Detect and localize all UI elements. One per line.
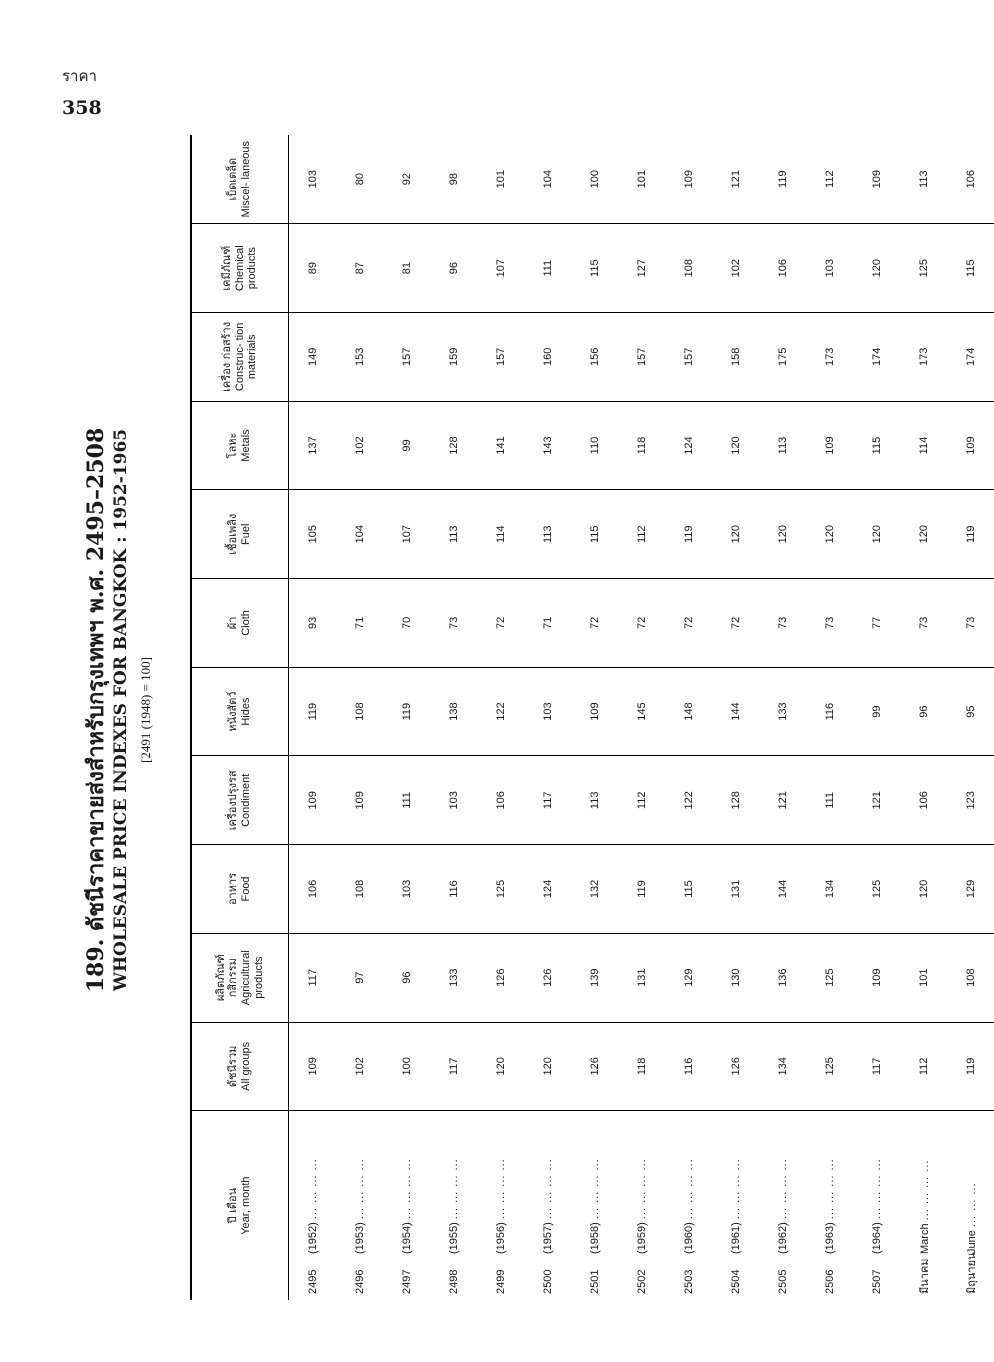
row-label: [712, 1111, 759, 1300]
table-cell: 129: [947, 845, 994, 934]
column-header-thai: เบ็ดเตล็ด: [226, 157, 240, 201]
table-body: [289, 135, 994, 1300]
table-cell: 141: [477, 401, 524, 490]
table-cell: 109: [947, 401, 994, 490]
row-label: [618, 1111, 665, 1300]
table-cell: 81: [383, 224, 430, 313]
column-header-english: Construc- tion materials: [233, 322, 259, 392]
table-row: [665, 135, 712, 1300]
table-cell: 112: [618, 490, 665, 579]
table-cell: 133: [759, 667, 806, 756]
table-cell: 116: [806, 667, 853, 756]
table-cell: 102: [336, 1022, 383, 1111]
table-header-row: [191, 135, 289, 1300]
table-cell: 71: [336, 579, 383, 668]
table-cell: 139: [571, 933, 618, 1022]
row-year-label: (1955): [447, 1222, 460, 1254]
column-header-thai: เชื้อเพลิง: [226, 513, 240, 555]
row-year-be: 2504: [729, 1269, 742, 1294]
table-cell: 105: [289, 490, 337, 579]
column-header: [191, 313, 289, 402]
table-cell: 173: [900, 313, 947, 402]
table-cell: 115: [665, 845, 712, 934]
table-cell: 101: [477, 135, 524, 224]
table-cell: 107: [383, 490, 430, 579]
table-cell: 99: [853, 667, 900, 756]
row-year-label: (1953): [353, 1222, 366, 1254]
table-cell: 109: [806, 401, 853, 490]
row-label: [336, 1111, 383, 1300]
column-header-english: Fuel: [240, 523, 252, 545]
row-year-label: (1958): [588, 1222, 601, 1254]
row-label: [665, 1111, 712, 1300]
table-cell: 115: [571, 224, 618, 313]
table-cell: 148: [665, 667, 712, 756]
table-cell: 73: [759, 579, 806, 668]
column-header-english: Miscel- laneous: [240, 140, 252, 218]
table-cell: 108: [665, 224, 712, 313]
table-cell: 153: [336, 313, 383, 402]
table-cell: 106: [759, 224, 806, 313]
table-cell: 123: [947, 756, 994, 845]
table-cell: 113: [759, 401, 806, 490]
table-cell: 120: [524, 1022, 571, 1111]
table-cell: 119: [289, 667, 337, 756]
column-header-thai: โลหะ: [226, 432, 240, 459]
page-label: ราคา: [62, 67, 97, 85]
table-cell: 95: [947, 667, 994, 756]
leader-dots: ... ... ... ...: [400, 1158, 413, 1220]
table-row: [759, 135, 806, 1300]
table-cell: 72: [712, 579, 759, 668]
table-cell: 96: [900, 667, 947, 756]
table-cell: 144: [712, 667, 759, 756]
table-cell: 157: [383, 313, 430, 402]
column-header-english: Cloth: [240, 610, 252, 636]
row-year-be: 2496: [353, 1269, 366, 1294]
column-header-english: Hides: [240, 697, 252, 726]
table-title-english: WHOLESALE PRICE INDEXES FOR BANGKOK : 1952-1965: [111, 428, 131, 992]
table-cell: 125: [806, 933, 853, 1022]
table-cell: 175: [759, 313, 806, 402]
row-label: [289, 1111, 337, 1300]
table-cell: 106: [947, 135, 994, 224]
leader-dots: ... ... ... ...: [918, 1159, 931, 1221]
leader-dots: ... ... ... ...: [823, 1158, 836, 1220]
table-cell: 87: [336, 224, 383, 313]
row-year-label: (1964): [870, 1222, 883, 1254]
row-year-be: 2503: [682, 1269, 695, 1294]
column-header-thai: เครื่องปรุงรส: [226, 770, 240, 831]
table-cell: 120: [900, 490, 947, 579]
row-year-be: 2495: [306, 1269, 319, 1294]
table-cell: 96: [383, 933, 430, 1022]
table-row: [383, 135, 430, 1300]
table-cell: 72: [477, 579, 524, 668]
table-cell: 96: [430, 224, 477, 313]
base-year-note: [2491 (1948) = 100]: [138, 657, 153, 763]
table-cell: 99: [383, 401, 430, 490]
column-header-thai: อาหาร: [226, 872, 240, 906]
table-cell: 73: [900, 579, 947, 668]
table-cell: 113: [524, 490, 571, 579]
table-cell: 72: [571, 579, 618, 668]
table-cell: 109: [853, 933, 900, 1022]
table-cell: 145: [618, 667, 665, 756]
table-cell: 129: [665, 933, 712, 1022]
column-header: [191, 401, 289, 490]
table-cell: 101: [900, 933, 947, 1022]
row-year-label: (1954): [400, 1222, 413, 1254]
table-cell: 103: [289, 135, 337, 224]
table-cell: 111: [524, 224, 571, 313]
column-header-english: Year, month: [240, 1176, 252, 1235]
row-label: [947, 1111, 994, 1300]
leader-dots: ... ... ... ...: [447, 1158, 460, 1220]
table-cell: 119: [759, 135, 806, 224]
row-year-be: 2501: [588, 1269, 601, 1294]
table-cell: 126: [712, 1022, 759, 1111]
leader-dots: ... ... ... ...: [353, 1158, 366, 1220]
table-cell: 114: [477, 490, 524, 579]
table-cell: 126: [477, 933, 524, 1022]
table-cell: 120: [806, 490, 853, 579]
table-cell: 157: [477, 313, 524, 402]
rotated-table-block: [78, 120, 978, 1300]
table-cell: 72: [618, 579, 665, 668]
column-header: [191, 933, 289, 1022]
table-cell: 144: [759, 845, 806, 934]
column-header-thai: เครื่อง ก่อสร้าง: [220, 321, 234, 392]
leader-dots: ... ... ... ...: [776, 1158, 789, 1220]
row-year-label: (1959): [635, 1222, 648, 1254]
table-cell: 120: [477, 1022, 524, 1111]
table-row: [806, 135, 853, 1300]
column-header: [191, 667, 289, 756]
column-header-thai: ผลิตภัณฑ์ กสิกรรม: [213, 954, 240, 1002]
table-cell: 115: [853, 401, 900, 490]
row-year-be: 2502: [635, 1269, 648, 1294]
table-cell: 137: [289, 401, 337, 490]
table-cell: 157: [618, 313, 665, 402]
row-label: [477, 1111, 524, 1300]
row-year-be: 2497: [400, 1269, 413, 1294]
row-year-label: June: [965, 1230, 978, 1254]
table-cell: 125: [806, 1022, 853, 1111]
table-cell: 121: [759, 756, 806, 845]
table-cell: 122: [477, 667, 524, 756]
table-cell: 157: [665, 313, 712, 402]
table-cell: 120: [712, 490, 759, 579]
table-cell: 73: [430, 579, 477, 668]
table-cell: 73: [806, 579, 853, 668]
table-cell: 106: [900, 756, 947, 845]
column-header: [191, 224, 289, 313]
table-row: [853, 135, 900, 1300]
row-label: [853, 1111, 900, 1300]
table-row: [900, 135, 947, 1300]
row-year-be: 2500: [541, 1269, 554, 1294]
table-cell: 103: [383, 845, 430, 934]
table-cell: 121: [853, 756, 900, 845]
table-cell: 100: [571, 135, 618, 224]
page-number: 358: [62, 97, 102, 119]
table-cell: 108: [947, 933, 994, 1022]
row-year-be: มิถุนายน: [965, 1252, 978, 1294]
column-header-english: Metals: [240, 429, 252, 462]
table-cell: 174: [853, 313, 900, 402]
row-year-label: (1962): [776, 1222, 789, 1254]
row-year-label: March: [918, 1223, 931, 1254]
row-year-label: (1961): [729, 1222, 742, 1254]
table-cell: 73: [947, 579, 994, 668]
table-cell: 71: [524, 579, 571, 668]
row-label: [571, 1111, 618, 1300]
table-cell: 125: [853, 845, 900, 934]
table-cell: 110: [571, 401, 618, 490]
row-year-label: (1957): [541, 1222, 554, 1254]
table-cell: 149: [289, 313, 337, 402]
table-cell: 126: [571, 1022, 618, 1111]
column-header: [191, 845, 289, 934]
table-cell: 97: [336, 933, 383, 1022]
table-cell: 80: [336, 135, 383, 224]
table-cell: 128: [712, 756, 759, 845]
leader-dots: ... ... ... ...: [494, 1158, 507, 1220]
table-cell: 104: [336, 490, 383, 579]
leader-dots: ... ... ... ...: [541, 1158, 554, 1220]
table-cell: 116: [665, 1022, 712, 1111]
row-label: [900, 1111, 947, 1300]
table-cell: 128: [430, 401, 477, 490]
table-cell: 120: [759, 490, 806, 579]
table-cell: 111: [806, 756, 853, 845]
row-label: [383, 1111, 430, 1300]
column-header-english: Food: [240, 876, 252, 902]
table-cell: 100: [383, 1022, 430, 1111]
table-row: [430, 135, 477, 1300]
table-cell: 103: [430, 756, 477, 845]
column-header: [191, 1111, 289, 1300]
leader-dots: ... ... ... ...: [870, 1158, 883, 1220]
table-cell: 118: [618, 1022, 665, 1111]
table-row: [477, 135, 524, 1300]
table-cell: 93: [289, 579, 337, 668]
column-header-thai: ดัชนีรวม: [226, 1045, 240, 1088]
table-cell: 102: [712, 224, 759, 313]
table-cell: 108: [336, 845, 383, 934]
table-cell: 133: [430, 933, 477, 1022]
table-cell: 101: [618, 135, 665, 224]
table-cell: 98: [430, 135, 477, 224]
table-cell: 107: [477, 224, 524, 313]
table-cell: 120: [712, 401, 759, 490]
table-row: [618, 135, 665, 1300]
table-cell: 122: [665, 756, 712, 845]
leader-dots: ... ... ... ...: [682, 1158, 695, 1220]
table-cell: 120: [853, 224, 900, 313]
table-cell: 134: [806, 845, 853, 934]
table-cell: 103: [806, 224, 853, 313]
table-cell: 174: [947, 313, 994, 402]
column-header-english: Condiment: [240, 773, 252, 827]
table-cell: 119: [947, 1022, 994, 1111]
table-cell: 103: [524, 667, 571, 756]
leader-dots: ... ... ... ...: [306, 1158, 319, 1220]
table-row: [947, 135, 994, 1300]
table-cell: 121: [712, 135, 759, 224]
table-cell: 109: [289, 1022, 337, 1111]
table-cell: 109: [289, 756, 337, 845]
table-cell: 89: [289, 224, 337, 313]
table-cell: 156: [571, 313, 618, 402]
table-cell: 109: [336, 756, 383, 845]
column-header: [191, 756, 289, 845]
table-cell: 109: [665, 135, 712, 224]
row-year-be: 2498: [447, 1269, 460, 1294]
column-header: [191, 490, 289, 579]
table-cell: 124: [524, 845, 571, 934]
table-cell: 111: [383, 756, 430, 845]
row-year-be: มีนาคม: [918, 1258, 931, 1294]
table-cell: 106: [477, 756, 524, 845]
table-cell: 113: [430, 490, 477, 579]
table-cell: 131: [618, 933, 665, 1022]
table-cell: 126: [524, 933, 571, 1022]
table-cell: 115: [947, 224, 994, 313]
table-row: [712, 135, 759, 1300]
table-cell: 112: [806, 135, 853, 224]
table-cell: 114: [900, 401, 947, 490]
table-row: [289, 135, 337, 1300]
row-year-label: (1963): [823, 1222, 836, 1254]
column-header: [191, 135, 289, 224]
table-cell: 70: [383, 579, 430, 668]
leader-dots: ... ... ... ...: [635, 1158, 648, 1220]
table-cell: 159: [430, 313, 477, 402]
wholesale-price-table: [190, 135, 994, 1300]
table-cell: 113: [571, 756, 618, 845]
column-header-english: Agricultural products: [240, 950, 265, 1006]
table-row: [524, 135, 571, 1300]
column-header-english: Chemical products: [233, 245, 259, 292]
table-row: [336, 135, 383, 1300]
row-label: [806, 1111, 853, 1300]
row-year-label: (1960): [682, 1222, 695, 1254]
table-cell: 109: [571, 667, 618, 756]
column-header-thai: เคมีภัณฑ์: [220, 245, 234, 291]
row-label: [430, 1111, 477, 1300]
table-cell: 72: [665, 579, 712, 668]
table-cell: 160: [524, 313, 571, 402]
column-header: [191, 1022, 289, 1111]
table-cell: 120: [900, 845, 947, 934]
row-year-label: (1956): [494, 1222, 507, 1254]
table-cell: 117: [853, 1022, 900, 1111]
table-cell: 116: [430, 845, 477, 934]
table-title-thai: 189. ดัชนีราคาขายส่งสำหรับกรุงเทพฯ พ.ศ. 2495–2508: [83, 427, 109, 993]
table-cell: 134: [759, 1022, 806, 1111]
leader-dots: ... ... ...: [965, 1182, 978, 1228]
row-label: [524, 1111, 571, 1300]
column-header-thai: ปี เดือน: [226, 1187, 240, 1224]
table-cell: 108: [336, 667, 383, 756]
table-cell: 102: [336, 401, 383, 490]
leader-dots: ... ... ... ...: [588, 1158, 601, 1220]
table-cell: 119: [383, 667, 430, 756]
table-cell: 130: [712, 933, 759, 1022]
table-cell: 127: [618, 224, 665, 313]
table-cell: 112: [618, 756, 665, 845]
row-year-be: 2499: [494, 1269, 507, 1294]
table-cell: 109: [853, 135, 900, 224]
table-cell: 138: [430, 667, 477, 756]
table-cell: 119: [947, 490, 994, 579]
table-cell: 104: [524, 135, 571, 224]
table-cell: 173: [806, 313, 853, 402]
row-label: [759, 1111, 806, 1300]
column-header-thai: หนังสัตว์: [226, 691, 240, 732]
column-header: [191, 579, 289, 668]
table-cell: 120: [853, 490, 900, 579]
table-cell: 125: [900, 224, 947, 313]
table-cell: 117: [289, 933, 337, 1022]
table-cell: 117: [430, 1022, 477, 1111]
table-cell: 124: [665, 401, 712, 490]
table-cell: 77: [853, 579, 900, 668]
table-cell: 119: [665, 490, 712, 579]
table-cell: 143: [524, 401, 571, 490]
table-cell: 131: [712, 845, 759, 934]
column-header-english: All groups: [240, 1041, 252, 1091]
table-row: [571, 135, 618, 1300]
table-cell: 158: [712, 313, 759, 402]
table-cell: 106: [289, 845, 337, 934]
table-cell: 119: [618, 845, 665, 934]
table-cell: 115: [571, 490, 618, 579]
table-cell: 112: [900, 1022, 947, 1111]
table-cell: 132: [571, 845, 618, 934]
row-year-be: 2506: [823, 1269, 836, 1294]
table-cell: 92: [383, 135, 430, 224]
table-cell: 117: [524, 756, 571, 845]
row-year-be: 2507: [870, 1269, 883, 1294]
row-year-label: (1952): [306, 1222, 319, 1254]
row-year-be: 2505: [776, 1269, 789, 1294]
table-cell: 113: [900, 135, 947, 224]
table-cell: 118: [618, 401, 665, 490]
column-header-thai: ผ้า: [226, 616, 240, 630]
leader-dots: ... ... ... ...: [729, 1158, 742, 1220]
table-cell: 136: [759, 933, 806, 1022]
table-cell: 125: [477, 845, 524, 934]
